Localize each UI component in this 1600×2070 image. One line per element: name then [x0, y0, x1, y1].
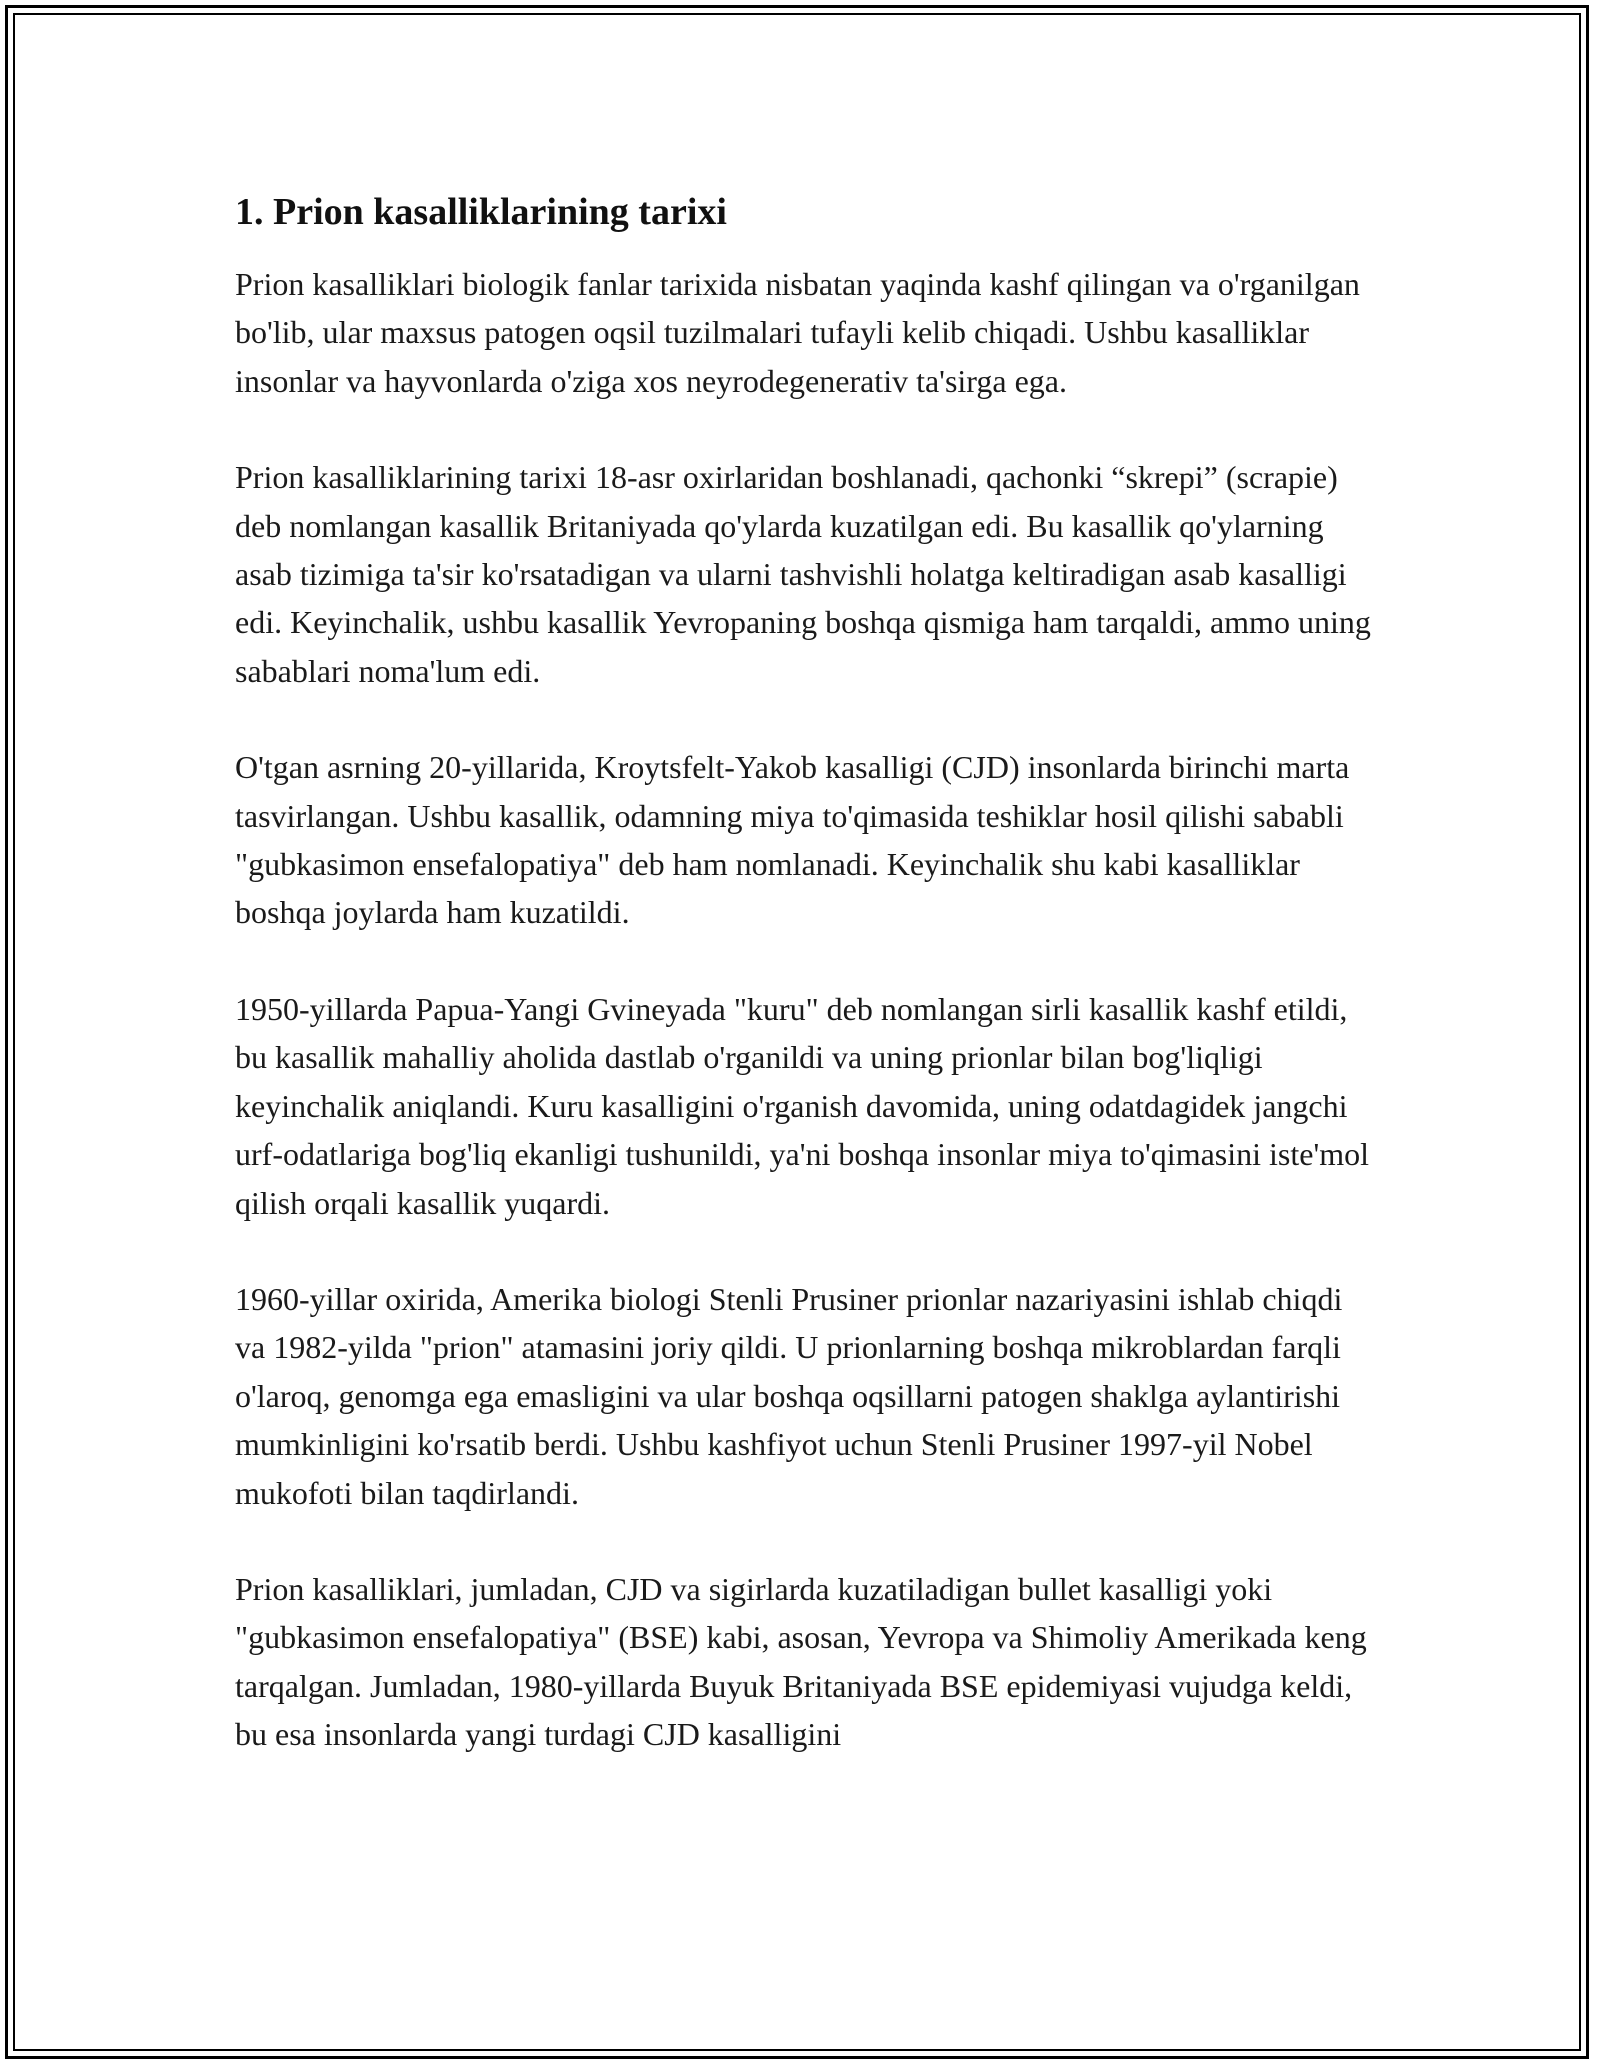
section-heading: 1. Prion kasalliklarining tarixi — [235, 191, 727, 233]
paragraph-intro: Prion kasalliklari biologik fanlar tarixida nisbatan yaqinda kashf qilingan va o'rganilgan bo'lib, ular maxsus patogen oqsil tuzilmalari tufayli kelib chiqadi. Ushbu kasalliklar insonlar va hayvonlarda o'ziga xos neyrodegenerativ ta'sirga ega. — [235, 266, 1360, 399]
paragraph-scrapie: Prion kasalliklarining tarixi 18-asr oxirlaridan boshlanadi, qachonki “skrepi” (scrapie) deb nomlangan kasallik Britaniyada qo'ylarda kuzatilgan edi. Bu kasallik qo'ylarning asab tizimiga ta'sir ko'rsatadigan va ularni tashvishli holatga keltiradigan asab kasalligi edi. Keyinchalik, ushbu kasallik Yevropaning boshqa qismiga ham tarqaldi, ammo uning sabablari noma'lum edi. — [235, 459, 1371, 689]
paragraph-kuru: 1950-yillarda Papua-Yangi Gvineyada "kuru" deb nomlangan sirli kasallik kashf etildi, bu kasallik mahalliy aholida dastlab o'rganildi va uning prionlar bilan bog'liqligi keyinchalik aniqlandi. Kuru kasalligini o'rganish davomida, uning odatdagidek jangchi urf-odatlariga bog'liq ekanligi tushunildi, ya'ni boshqa insonlar miya to'qimasini iste'mol qilish orqali kasallik yuqardi. — [235, 990, 1369, 1221]
document-body — [235, 184, 1375, 1807]
paragraph-prusiner: 1960-yillar oxirida, Amerika biologi Stenli Prusiner prionlar nazariyasini ishlab chiqdi va 1982-yilda "prion" atamasini joriy qildi. U prionlarning boshqa mikroblardan farqli o'laroq, genomga ega emasligini va ular boshqa oqsillarni patogen shaklga aylantirishi mumkinligini ko'rsatib berdi. Ushbu kashfiyot uchun Stenli Prusiner 1997-yil Nobel mukofoti bilan taqdirlandi. — [235, 1280, 1343, 1511]
paragraph-cjd: O'tgan asrning 20-yillarida, Kroytsfelt-Yakob kasalligi (CJD) insonlarda birinchi marta tasvirlangan. Ushbu kasallik, odamning miya to'qimasida teshiklar hosil qilishi sababli "gubkasimon ensefalopatiya" deb ham nomlanadi. Keyinchalik shu kabi kasalliklar boshqa joylarda ham kuzatildi. — [235, 749, 1350, 931]
paragraph-bse: Prion kasalliklari, jumladan, CJD va sigirlarda kuzatiladigan bullet kasalligi yoki "gubkasimon ensefalopatiya" (BSE) kabi, asosan, Yevropa va Shimoliy Amerikada keng tarqalgan. Jumladan, 1980-yillarda Buyuk Britaniyada BSE epidemiyasi vujudga keldi, bu esa insonlarda yangi turdagi CJD kasalligini — [235, 1570, 1367, 1753]
